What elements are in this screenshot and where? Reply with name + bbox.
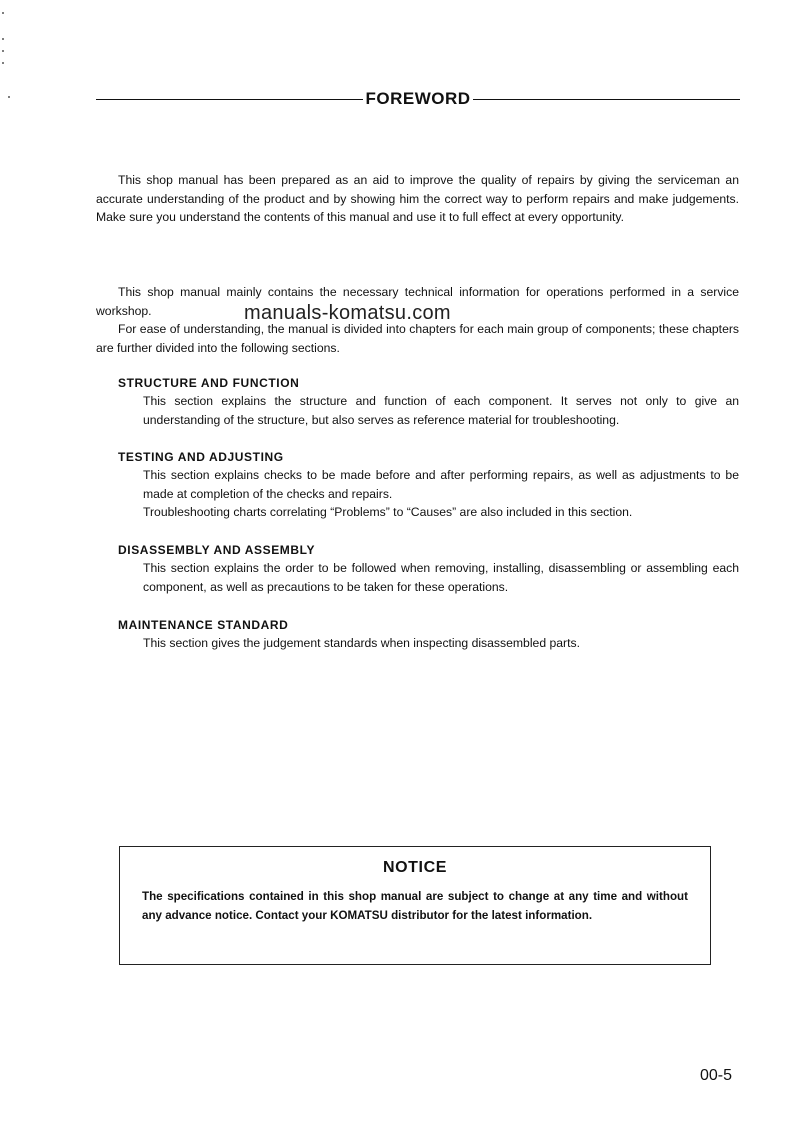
intro-paragraph-3: For ease of understanding, the manual is divided into chapters for each main group of components; these chapters are further divided into the following sections.: [96, 322, 739, 355]
section-text: This section explains the structure and function of each component. It serves not only to give an understanding of the structure, but also serves as reference material for troubleshooting.: [143, 394, 739, 427]
watermark: manuals-komatsu.com: [244, 302, 451, 324]
section-heading: STRUCTURE AND FUNCTION: [118, 376, 300, 390]
title-rule-left: [96, 99, 363, 100]
section-heading: MAINTENANCE STANDARD: [118, 618, 289, 632]
section-structure-and-function: [118, 376, 739, 429]
scan-speck: [2, 62, 4, 64]
intro-paragraph-1: This shop manual has been prepared as an aid to improve the quality of repairs by giving the serviceman an accurate understanding of the product and by showing him the correct way to perform repairs and make judgements. Make sure you understand the contents of this manual and use it to full effect at every opportunity.: [96, 173, 739, 225]
scan-speck: [2, 50, 4, 52]
notice-box: [119, 846, 711, 965]
scan-speck: [2, 12, 4, 14]
page-title: FOREWORD: [365, 89, 471, 108]
scan-speck: [8, 96, 10, 98]
section-testing-and-adjusting: [118, 450, 739, 522]
scan-speck: [2, 38, 4, 40]
notice-title: NOTICE: [382, 859, 448, 876]
page-number: 00-5: [700, 1067, 733, 1084]
section-maintenance-standard: [118, 618, 739, 653]
section-text: This section explains checks to be made before and after performing repairs, as well as adjustments to be made at completion of the checks and repairs.: [143, 468, 739, 501]
section-heading: TESTING AND ADJUSTING: [118, 450, 284, 464]
section-heading: DISASSEMBLY AND ASSEMBLY: [118, 543, 316, 557]
title-rule-right: [473, 99, 740, 100]
notice-text: The specifications contained in this shop manual are subject to change at any time and without any advance notice. Contact your KOMATSU distributor for the latest information.: [142, 890, 688, 922]
section-text: This section explains the order to be followed when removing, installing, disassembling or assembling each component, as well as precautions to be taken for these operations.: [143, 561, 739, 594]
section-text: Troubleshooting charts correlating “Problems” to “Causes” are also included in this section.: [143, 505, 633, 520]
section-disassembly-and-assembly: [118, 543, 739, 596]
page-title-row: [96, 88, 740, 110]
section-text: This section gives the judgement standards when inspecting disassembled parts.: [143, 636, 580, 650]
intro-paragraph-2: This shop manual mainly contains the necessary technical information for operations performed in a service workshop.: [96, 285, 739, 318]
